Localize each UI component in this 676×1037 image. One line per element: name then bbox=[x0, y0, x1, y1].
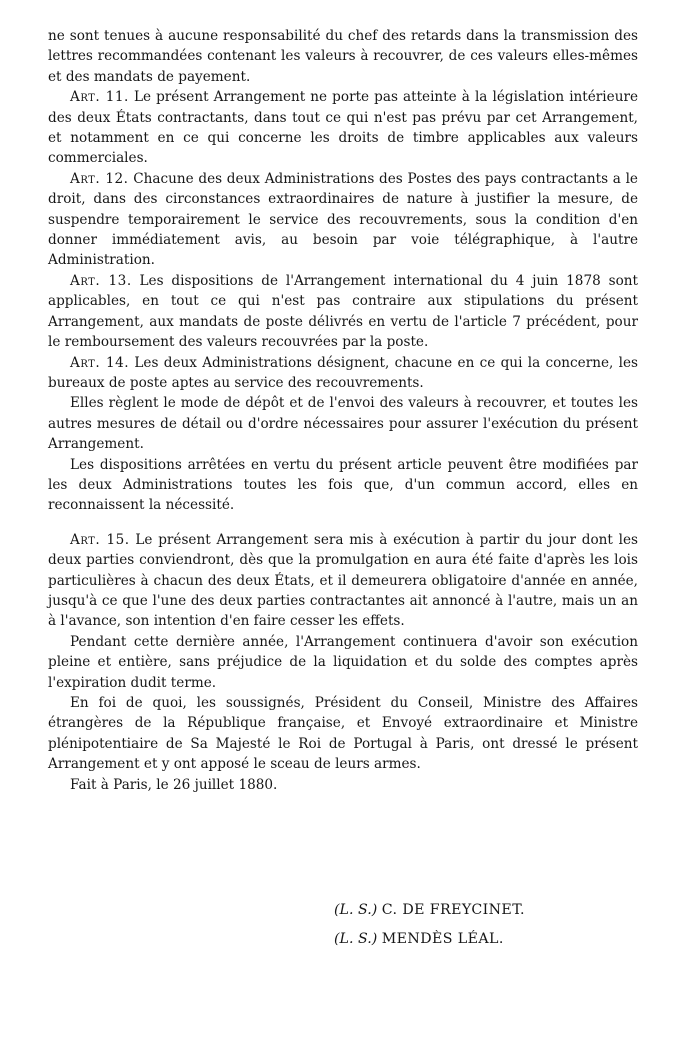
paragraph-text: Les dispositions arrêtées en vertu du présent article peuvent être modifiées par les deux Administrations toutes les fois que, d'un commun accord, elles en reconnaissent la nécessité. bbox=[48, 456, 638, 514]
paragraph bbox=[48, 169, 638, 271]
signatory-name: C. DE FREYCINET. bbox=[381, 902, 525, 918]
paragraph-text: Le présent Arrangement ne porte pas atteinte à la législation intérieure des deux États contractants, dans tout ce qui n'est pas prévu par cet Arrangement, et notamment en ce qui concerne les droits de timbre applicables aux valeurs commerciales. bbox=[48, 89, 638, 167]
paragraph-text: Les deux Administrations désignent, chacune en ce qui la concerne, les bureaux de poste aptes au service des recouvrements. bbox=[48, 354, 638, 391]
paragraph-text: Fait à Paris, le 26 juillet 1880. bbox=[70, 776, 278, 793]
paragraph-text: Le présent Arrangement sera mis à exécution à partir du jour dont les deux parties conviendront, dès que la promulgation en aura été faite d'après les lois particulières à chacun des deux États, et il demeurera obligatoire d'année en année, jusqu'à ce que l'une des deux parties contractantes ait annoncé à l'autre, mais un an à l'avance, son intention d'en faire cesser les effets. bbox=[48, 531, 638, 630]
paragraph bbox=[48, 693, 638, 775]
signature-block bbox=[334, 896, 634, 954]
date-line bbox=[48, 775, 638, 795]
paragraph bbox=[48, 632, 638, 693]
signature-line bbox=[334, 896, 634, 925]
paragraph bbox=[48, 26, 638, 87]
signatory-name: MENDÈS LÉAL. bbox=[381, 931, 504, 947]
paragraph bbox=[48, 353, 638, 394]
paragraph bbox=[48, 530, 638, 632]
article-label: Art. 12. bbox=[70, 170, 129, 187]
seal-mark: (L. S.) bbox=[334, 931, 378, 947]
paragraph bbox=[48, 393, 638, 454]
document-body bbox=[48, 26, 638, 795]
paragraph-text: ne sont tenues à aucune responsabilité du chef des retards dans la transmission des lettres recommandées contenant les valeurs à recouvrer, de ces valeurs elles-mêmes et des mandats de payement. bbox=[48, 28, 638, 85]
paragraph bbox=[48, 455, 638, 516]
paragraph-text: En foi de quoi, les soussignés, Président du Conseil, Ministre des Affaires étrangères de la République française, et Envoyé extraordinaire et Ministre plénipotentiaire de Sa Majesté le Roi de Portugal à Paris, ont dressé le présent Arrangement et y ont apposé le sceau de leurs armes. bbox=[48, 695, 638, 773]
paragraph bbox=[48, 271, 638, 353]
article-label: Art. 11. bbox=[70, 89, 129, 106]
article-label: Art. 15. bbox=[70, 531, 130, 548]
paragraph-text: Pendant cette dernière année, l'Arrangement continuera d'avoir son exécution pleine et entière, sans préjudice de la liquidation et du solde des comptes après l'expiration dudit terme. bbox=[48, 633, 638, 691]
paragraph-text: Chacune des deux Administrations des Postes des pays contractants a le droit, dans des circonstances extraordinaires de nature à justifier la mesure, de suspendre temporairement le service des recouvrements, sous la condition d'en donner immédiatement avis, au besoin par voie télégraphique, à l'autre Administration. bbox=[48, 170, 638, 269]
paragraph-text: Elles règlent le mode de dépôt et de l'envoi des valeurs à recouvrer, et toutes les autres mesures de détail ou d'ordre nécessaires pour assurer l'exécution du présent Arrangement. bbox=[48, 395, 638, 453]
seal-mark: (L. S.) bbox=[334, 902, 378, 918]
signature-line bbox=[334, 925, 634, 954]
article-label: Art. 13. bbox=[70, 272, 132, 289]
paragraph-text: Les dispositions de l'Arrangement international du 4 juin 1878 sont applicables, en tout ce qui n'est pas contraire aux stipulations du présent Arrangement, aux mandats de poste délivrés en vertu de l'article 7 précédent, pour le remboursement des valeurs recouvrées par la poste. bbox=[48, 272, 638, 351]
article-label: Art. 14. bbox=[70, 354, 130, 371]
paragraph bbox=[48, 87, 638, 169]
